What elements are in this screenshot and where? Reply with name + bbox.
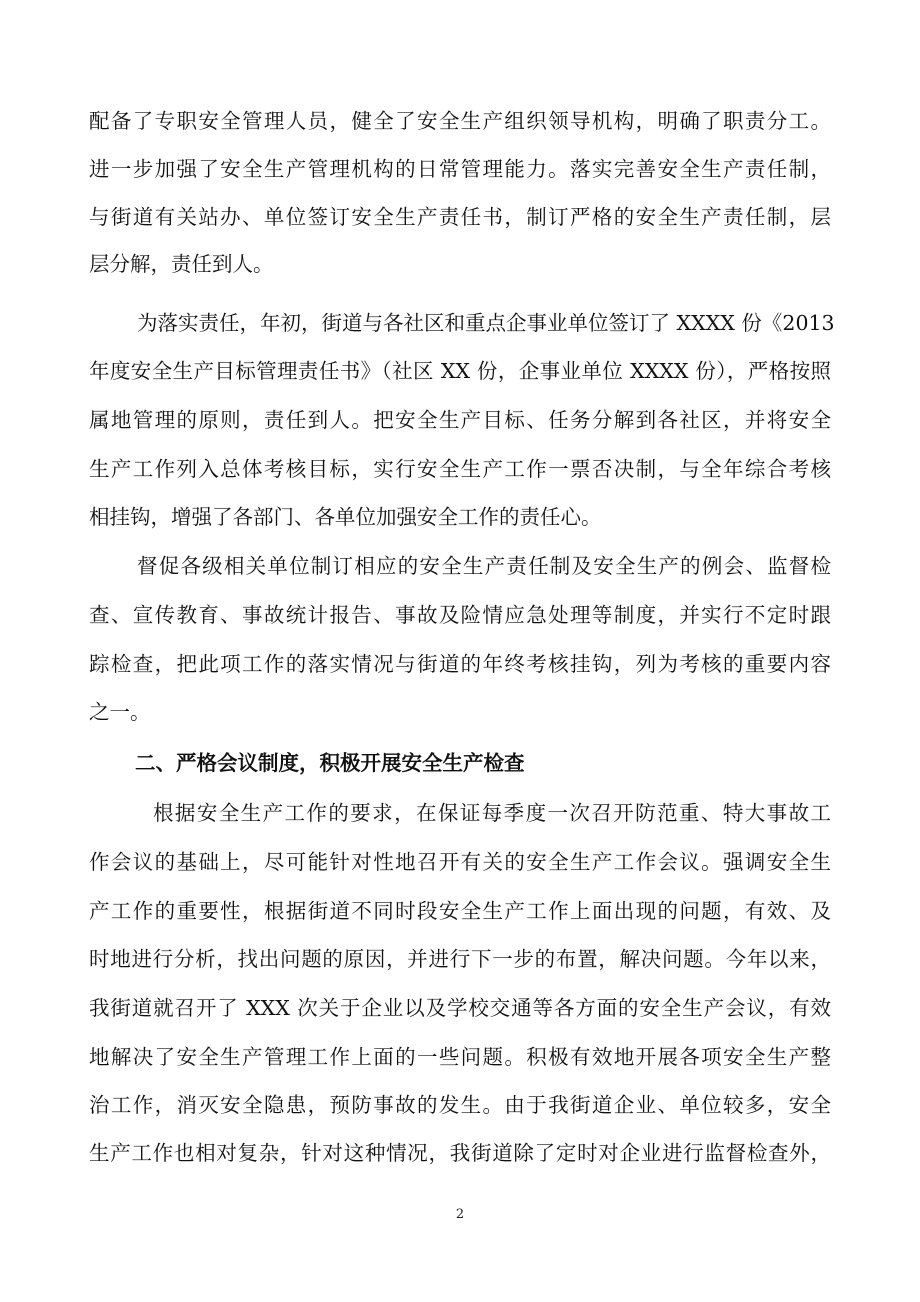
- page-number: 2: [455, 1207, 465, 1222]
- text-line: 相挂钩，增强了各部门、各单位加强安全工作的责任心。: [89, 505, 602, 529]
- text-line: 作会议的基础上，尽可能针对性地召开有关的安全生产工作会议。强调安全生: [89, 850, 831, 874]
- text-line: 踪检查，把此项工作的落实情况与街道的年终考核挂钩，列为考核的重要内容: [89, 652, 831, 676]
- text-line: 治工作，消灭安全隐患，预防事故的发生。由于我街道企业、单位较多，安全: [89, 1093, 831, 1117]
- text-line: 与街道有关站办、单位签订安全生产责任书，制订严格的安全生产责任制，层: [89, 205, 831, 229]
- text-line: 之一。: [89, 700, 151, 724]
- text-line: 为落实责任，年初，街道与各社区和重点企事业单位签订了 XXXX 份《2013: [137, 311, 835, 335]
- text-line: 时地进行分析，找出问题的原因，并进行下一步的布置，解决问题。今年以来，: [89, 947, 831, 971]
- text-line: 配备了专职安全管理人员，健全了安全生产组织领导机构，明确了职责分工。: [89, 109, 831, 133]
- text-line: 我街道就召开了 XXX 次关于企业以及学校交通等各方面的安全生产会议，有效: [89, 996, 831, 1020]
- section-heading: 二、严格会议制度，积极开展安全生产检查: [135, 751, 525, 775]
- text-line: 查、宣传教育、事故统计报告、事故及险情应急处理等制度，并实行不定时跟: [89, 603, 831, 627]
- text-line: 年度安全生产目标管理责任书》（社区 XX 份，企事业单位 XXXX 份），严格按照: [89, 359, 831, 383]
- text-line: 层分解，责任到人。: [89, 252, 274, 276]
- text-line: 地解决了安全生产管理工作上面的一些问题。积极有效地开展各项安全生产整: [89, 1045, 831, 1069]
- text-line: 根据安全生产工作的要求，在保证每季度一次召开防范重、特大事故工: [153, 801, 831, 825]
- text-line: 进一步加强了安全生产管理机构的日常管理能力。落实完善安全生产责任制，: [89, 157, 831, 181]
- text-line: 督促各级相关单位制订相应的安全生产责任制及安全生产的例会、监督检: [137, 554, 831, 578]
- text-line: 产工作的重要性，根据街道不同时段安全生产工作上面出现的问题，有效、及: [89, 899, 831, 923]
- text-line: 生产工作列入总体考核目标，实行安全生产工作一票否决制，与全年综合考核: [89, 457, 831, 481]
- text-line: 生产工作也相对复杂，针对这种情况，我街道除了定时对企业进行监督检查外，: [89, 1141, 831, 1165]
- text-line: 属地管理的原则，责任到人。把安全生产目标、任务分解到各社区，并将安全: [89, 408, 831, 432]
